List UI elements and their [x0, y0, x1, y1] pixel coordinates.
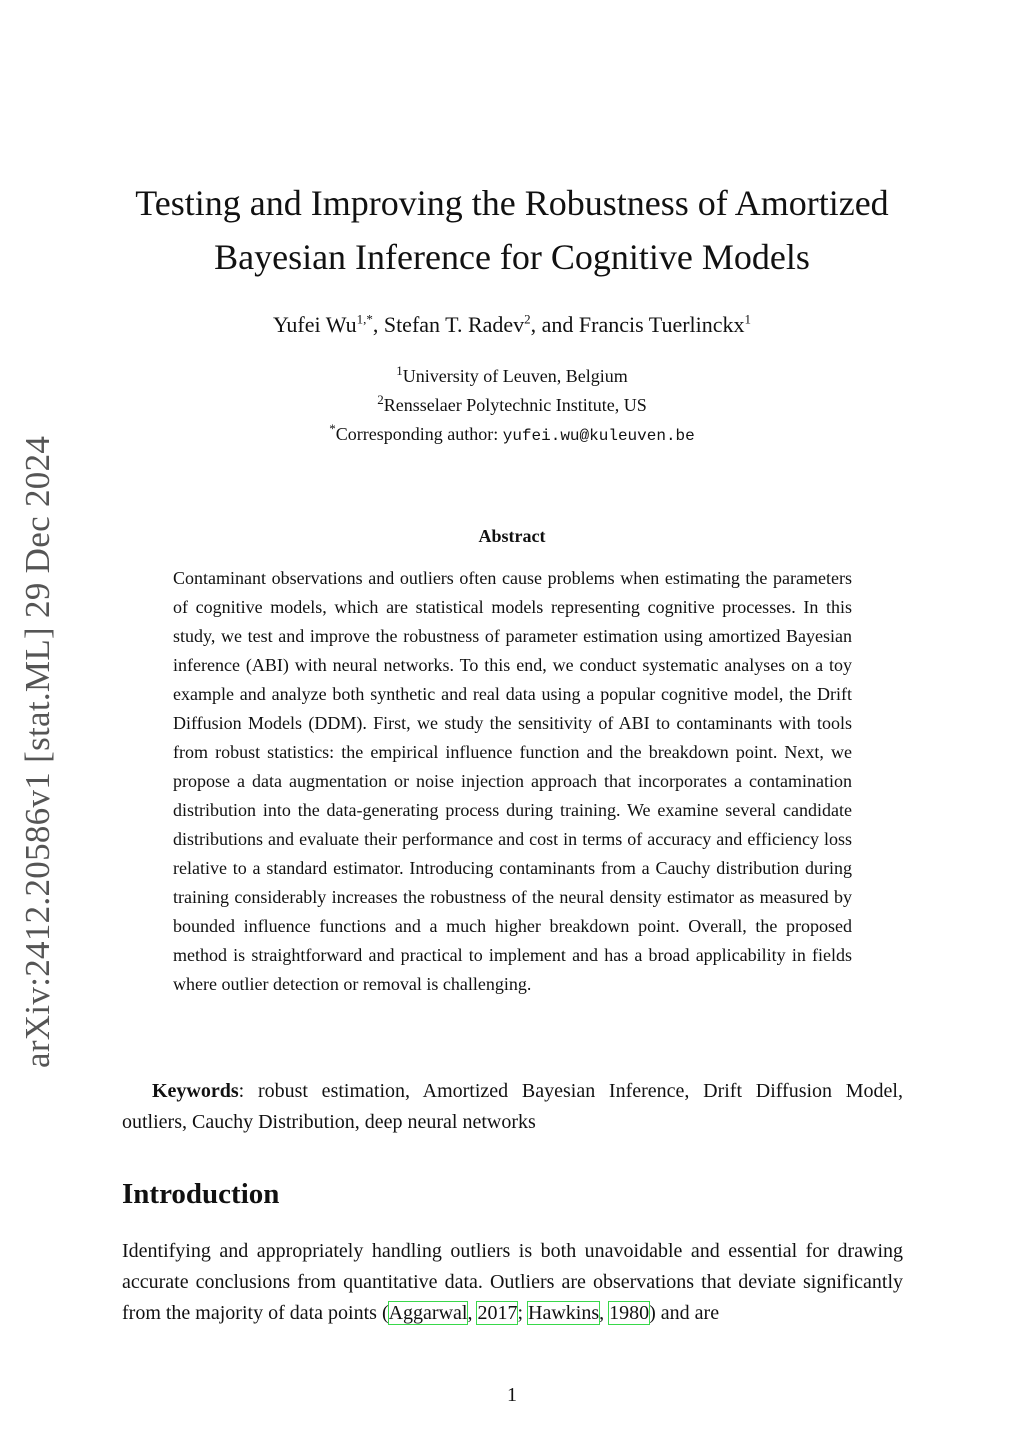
citation-link-hawkins-year[interactable]: 1980	[609, 1302, 650, 1324]
intro-text: Identifying and appropriately handling outliers is both unavoidable and essential for drawing accurate conclusions from quantitative data. Outliers are observations that deviate significantly from the majority of data points (	[122, 1240, 903, 1324]
citation-link-aggarwal-author[interactable]: Aggarwal	[388, 1302, 468, 1324]
introduction-paragraph	[122, 1236, 903, 1329]
affiliations	[110, 362, 914, 451]
intro-text-continued: ) and are	[649, 1302, 720, 1324]
citation-link-aggarwal-year[interactable]: 2017	[477, 1302, 518, 1324]
keywords-label: Keywords	[152, 1080, 239, 1102]
abstract-heading: Abstract	[478, 526, 546, 546]
author-separator: , and	[530, 312, 579, 337]
author-affil-mark: 2	[524, 311, 531, 327]
paper-title	[110, 176, 914, 284]
abstract-text: Contaminant observations and outliers often cause problems when estimating the parameters of cognitive models, which are statistical models representing cognitive processes. In this study, we test and improve the robustness of parameter estimation using amortized Bayesian inference (ABI) with neural networks. To this end, we conduct systematic analyses on a toy example and analyze both synthetic and real data using a popular cognitive model, the Drift Diffusion Models (DDM). First, we study the sensitivity of ABI to contaminants with tools from robust statistics: the empirical influence function and the breakdown point. Next, we propose a data augmentation or noise injection approach that incorporates a contamination distribution into the data-generating process during training. We examine several candidate distributions and evaluate their performance and cost in terms of accuracy and efficiency loss relative to a standard estimator. Introducing contaminants from a Cauchy distribution during training considerably increases the robustness of the neural density estimator as measured by bounded influence functions and a much higher breakdown point. Overall, the proposed method is straightforward and practical to implement and has a broad applicability in fields where outlier detection or removal is challenging.	[173, 568, 852, 994]
affiliation-1	[110, 362, 914, 391]
affiliation-mark: 2	[377, 392, 384, 407]
keywords-paragraph	[122, 1076, 903, 1138]
citation-separator: ;	[517, 1302, 529, 1324]
affiliation-2	[110, 391, 914, 420]
corresponding-author	[110, 420, 914, 451]
arxiv-stamp: arXiv:2412.20586v1 [stat.ML] 29 Dec 2024	[18, 435, 57, 1068]
corresponding-mark: *	[329, 421, 336, 436]
section-heading-introduction: Introduction	[122, 1178, 280, 1210]
keywords-text: : robust estimation, Amortized Bayesian Inference, Drift Diffusion Model, outliers, Cauchy Distribution, deep neural networks	[122, 1080, 903, 1133]
title-line-2: Bayesian Inference for Cognitive Models	[214, 237, 810, 277]
corresponding-email[interactable]: yufei.wu@kuleuven.be	[502, 427, 695, 445]
citation-separator: ,	[599, 1302, 610, 1324]
corresponding-label: Corresponding author:	[335, 424, 503, 444]
page-number: 1	[507, 1384, 517, 1406]
author-affil-mark: 1	[744, 311, 752, 327]
author-name: Yufei Wu	[272, 312, 357, 337]
author-name: Francis Tuerlinckx	[578, 312, 745, 337]
affiliation-mark: 1	[396, 363, 403, 378]
author-separator: ,	[372, 312, 384, 337]
author-list	[110, 310, 914, 340]
citation-link-hawkins-author[interactable]: Hawkins	[528, 1302, 600, 1324]
citation-separator: ,	[467, 1302, 478, 1324]
author-affil-mark: 1,*	[356, 311, 373, 327]
affiliation-text: University of Leuven, Belgium	[402, 366, 628, 386]
affiliation-text: Rensselaer Polytechnic Institute, US	[383, 395, 647, 415]
title-line-1: Testing and Improving the Robustness of Amortized	[135, 183, 889, 223]
author-name: Stefan T. Radev	[383, 312, 525, 337]
